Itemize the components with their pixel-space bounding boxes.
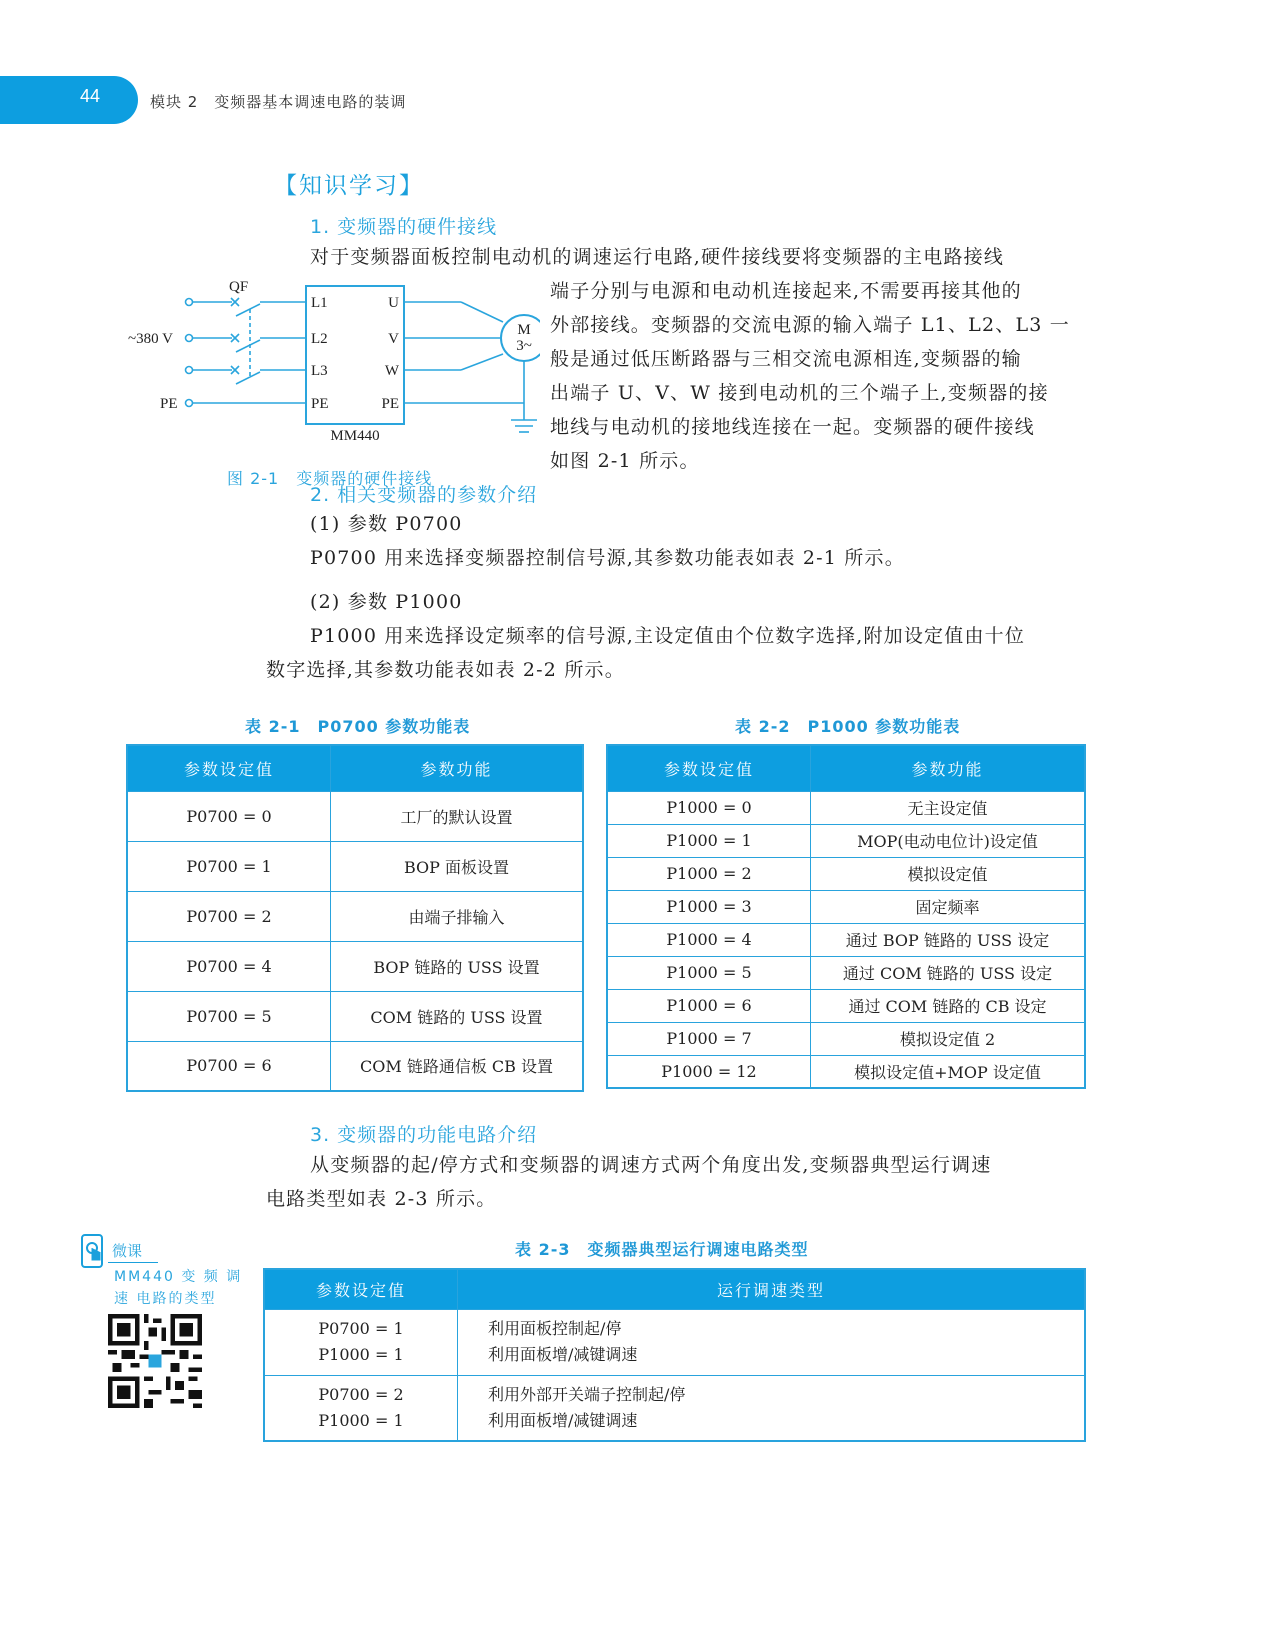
table1-caption: 表 2-1 P0700 参数功能表 bbox=[245, 717, 471, 736]
table-row bbox=[264, 1309, 1085, 1375]
table-row bbox=[607, 791, 1085, 824]
sec1-para-body bbox=[550, 274, 1100, 478]
page-number: 44 bbox=[80, 86, 101, 106]
running-head: 模块 2 变频器基本调速电路的装调 bbox=[150, 93, 407, 111]
sec3-para2: 电路类型如表 2-3 所示。 bbox=[266, 1188, 497, 1210]
sec2-heading: 2. 相关变频器的参数介绍 bbox=[310, 484, 538, 506]
type-line: 利用面板控制起/停 bbox=[488, 1319, 622, 1338]
cell-function: 模拟设定值 bbox=[811, 857, 1086, 890]
cell-params bbox=[264, 1375, 458, 1441]
para-line: 端子分别与电源和电动机连接起来,不需要再接其他的 bbox=[550, 280, 1022, 302]
cell-params bbox=[264, 1309, 458, 1375]
cell-function: 由端子排输入 bbox=[331, 891, 584, 941]
sec1-heading: 1. 变频器的硬件接线 bbox=[310, 216, 498, 238]
cell-function: COM 链路的 USS 设置 bbox=[331, 991, 584, 1041]
table-row bbox=[607, 923, 1085, 956]
table3 bbox=[263, 1268, 1086, 1442]
sec2-sub1: (1) 参数 P0700 bbox=[310, 513, 463, 535]
cell-value: P0700 = 6 bbox=[127, 1041, 331, 1091]
param-line: P0700 = 2 bbox=[318, 1384, 404, 1404]
cell-value: P1000 = 5 bbox=[607, 956, 811, 989]
table2-header-value: 参数设定值 bbox=[607, 745, 811, 791]
cell-value: P1000 = 3 bbox=[607, 890, 811, 923]
table-row bbox=[607, 1055, 1085, 1088]
cell-function: 通过 COM 链路的 USS 设定 bbox=[811, 956, 1086, 989]
para-line: 如图 2-1 所示。 bbox=[550, 450, 700, 472]
sec3-para1: 从变频器的起/停方式和变频器的调速方式两个角度出发,变频器典型运行调速 bbox=[310, 1154, 992, 1176]
table2-header-function: 参数功能 bbox=[811, 745, 1086, 791]
param-line: P0700 = 1 bbox=[318, 1319, 404, 1338]
table2-caption: 表 2-2 P1000 参数功能表 bbox=[735, 717, 961, 736]
cell-function: 模拟设定值 2 bbox=[811, 1022, 1086, 1055]
param-line: P1000 = 1 bbox=[318, 1345, 404, 1364]
table-row bbox=[127, 991, 583, 1041]
sec1-para-first: 对于变频器面板控制电动机的调速运行电路,硬件接线要将变频器的主电路接线 bbox=[310, 246, 1005, 268]
terminal-l1 bbox=[186, 299, 193, 306]
table-row bbox=[127, 941, 583, 991]
cell-value: P1000 = 0 bbox=[607, 791, 811, 824]
micro-lesson-title: MM440 变 频 调 速 电路的类型 bbox=[114, 1269, 243, 1307]
table1 bbox=[126, 744, 584, 1092]
cell-function: 模拟设定值+MOP 设定值 bbox=[811, 1055, 1086, 1088]
page-number-tab bbox=[0, 76, 138, 124]
cell-value: P0700 = 0 bbox=[127, 791, 331, 841]
terminal-l2 bbox=[186, 335, 193, 342]
terminal-l3 bbox=[186, 367, 193, 374]
micro-lesson-icon bbox=[80, 1233, 110, 1269]
cell-function: 固定频率 bbox=[811, 890, 1086, 923]
figure-caption: 图 2-1 变频器的硬件接线 bbox=[227, 469, 433, 488]
cell-function: BOP 面板设置 bbox=[331, 841, 584, 891]
table1-header-value: 参数设定值 bbox=[127, 745, 331, 791]
table-row bbox=[127, 891, 583, 941]
supply-label: ~380 V bbox=[128, 331, 173, 347]
micro-lesson-label: 微课 bbox=[112, 1242, 143, 1260]
cell-value: P1000 = 12 bbox=[607, 1055, 811, 1088]
table-row bbox=[607, 824, 1085, 857]
input-l1: L1 bbox=[311, 295, 328, 311]
cell-function: 无主设定值 bbox=[811, 791, 1086, 824]
para-line: 般是通过低压断路器与三相交流电源相连,变频器的输 bbox=[550, 348, 1022, 370]
device-label: MM440 bbox=[330, 428, 380, 444]
table-row bbox=[127, 791, 583, 841]
cell-value: P0700 = 4 bbox=[127, 941, 331, 991]
table-row bbox=[607, 989, 1085, 1022]
param-line: P1000 = 1 bbox=[318, 1410, 404, 1430]
cell-function: 工厂的默认设置 bbox=[331, 791, 584, 841]
table3-caption: 表 2-3 变频器典型运行调速电路类型 bbox=[515, 1240, 809, 1259]
sec2-sub2-para2: 数字选择,其参数功能表如表 2-2 所示。 bbox=[266, 659, 625, 681]
input-l3: L3 bbox=[311, 363, 328, 379]
cell-function: BOP 链路的 USS 设置 bbox=[331, 941, 584, 991]
input-pe: PE bbox=[311, 396, 329, 412]
terminal-pe bbox=[186, 400, 193, 407]
sec2-sub2: (2) 参数 P1000 bbox=[310, 591, 463, 613]
table-row bbox=[127, 841, 583, 891]
pe-label: PE bbox=[160, 396, 178, 412]
table-row bbox=[607, 956, 1085, 989]
section-title: 【知识学习】 bbox=[274, 173, 424, 199]
output-v: V bbox=[388, 331, 399, 347]
cell-function: MOP(电动电位计)设定值 bbox=[811, 824, 1086, 857]
type-line: 利用面板增/减键调速 bbox=[488, 1345, 638, 1364]
sec3-heading: 3. 变频器的功能电路介绍 bbox=[310, 1124, 538, 1146]
cell-types bbox=[458, 1309, 1086, 1375]
cell-value: P0700 = 5 bbox=[127, 991, 331, 1041]
output-w: W bbox=[384, 363, 399, 379]
table-row bbox=[264, 1375, 1085, 1441]
type-line: 利用面板增/减键调速 bbox=[488, 1410, 638, 1430]
table-row bbox=[607, 1022, 1085, 1055]
output-pe: PE bbox=[381, 396, 399, 412]
para-line: 地线与电动机的接地线连接在一起。变频器的硬件接线 bbox=[550, 416, 1035, 438]
cell-value: P1000 = 1 bbox=[607, 824, 811, 857]
table-row bbox=[607, 857, 1085, 890]
table3-header-type: 运行调速类型 bbox=[458, 1269, 1086, 1309]
cell-value: P0700 = 2 bbox=[127, 891, 331, 941]
micro-lesson-rule bbox=[108, 1262, 158, 1263]
motor-label-m: M bbox=[517, 322, 531, 338]
table1-header-function: 参数功能 bbox=[331, 745, 584, 791]
input-l2: L2 bbox=[311, 331, 328, 347]
cell-function: COM 链路通信板 CB 设置 bbox=[331, 1041, 584, 1091]
sec2-sub1-para: P0700 用来选择变频器控制信号源,其参数功能表如表 2-1 所示。 bbox=[310, 547, 905, 569]
cell-value: P1000 = 6 bbox=[607, 989, 811, 1022]
motor-label-phase: 3~ bbox=[516, 338, 532, 354]
qr-code-icon[interactable] bbox=[108, 1314, 202, 1408]
output-u: U bbox=[388, 295, 399, 311]
breaker-label: QF bbox=[229, 279, 249, 295]
table2 bbox=[606, 744, 1086, 1089]
para-line: 外部接线。变频器的交流电源的输入端子 L1、L2、L3 一 bbox=[550, 314, 1070, 336]
wiring-diagram bbox=[120, 272, 540, 452]
cell-function: 通过 COM 链路的 CB 设定 bbox=[811, 989, 1086, 1022]
sec2-sub2-para1: P1000 用来选择设定频率的信号源,主设定值由个位数字选择,附加设定值由十位 bbox=[310, 625, 1026, 647]
cell-value: P1000 = 4 bbox=[607, 923, 811, 956]
type-line: 利用外部开关端子控制起/停 bbox=[488, 1384, 686, 1404]
table-row bbox=[607, 890, 1085, 923]
para-line: 出端子 U、V、W 接到电动机的三个端子上,变频器的接 bbox=[550, 382, 1049, 404]
cell-value: P0700 = 1 bbox=[127, 841, 331, 891]
cell-value: P1000 = 7 bbox=[607, 1022, 811, 1055]
table-row bbox=[127, 1041, 583, 1091]
cell-function: 通过 BOP 链路的 USS 设定 bbox=[811, 923, 1086, 956]
cell-value: P1000 = 2 bbox=[607, 857, 811, 890]
table3-header-value: 参数设定值 bbox=[264, 1269, 458, 1309]
cell-types bbox=[458, 1375, 1086, 1441]
